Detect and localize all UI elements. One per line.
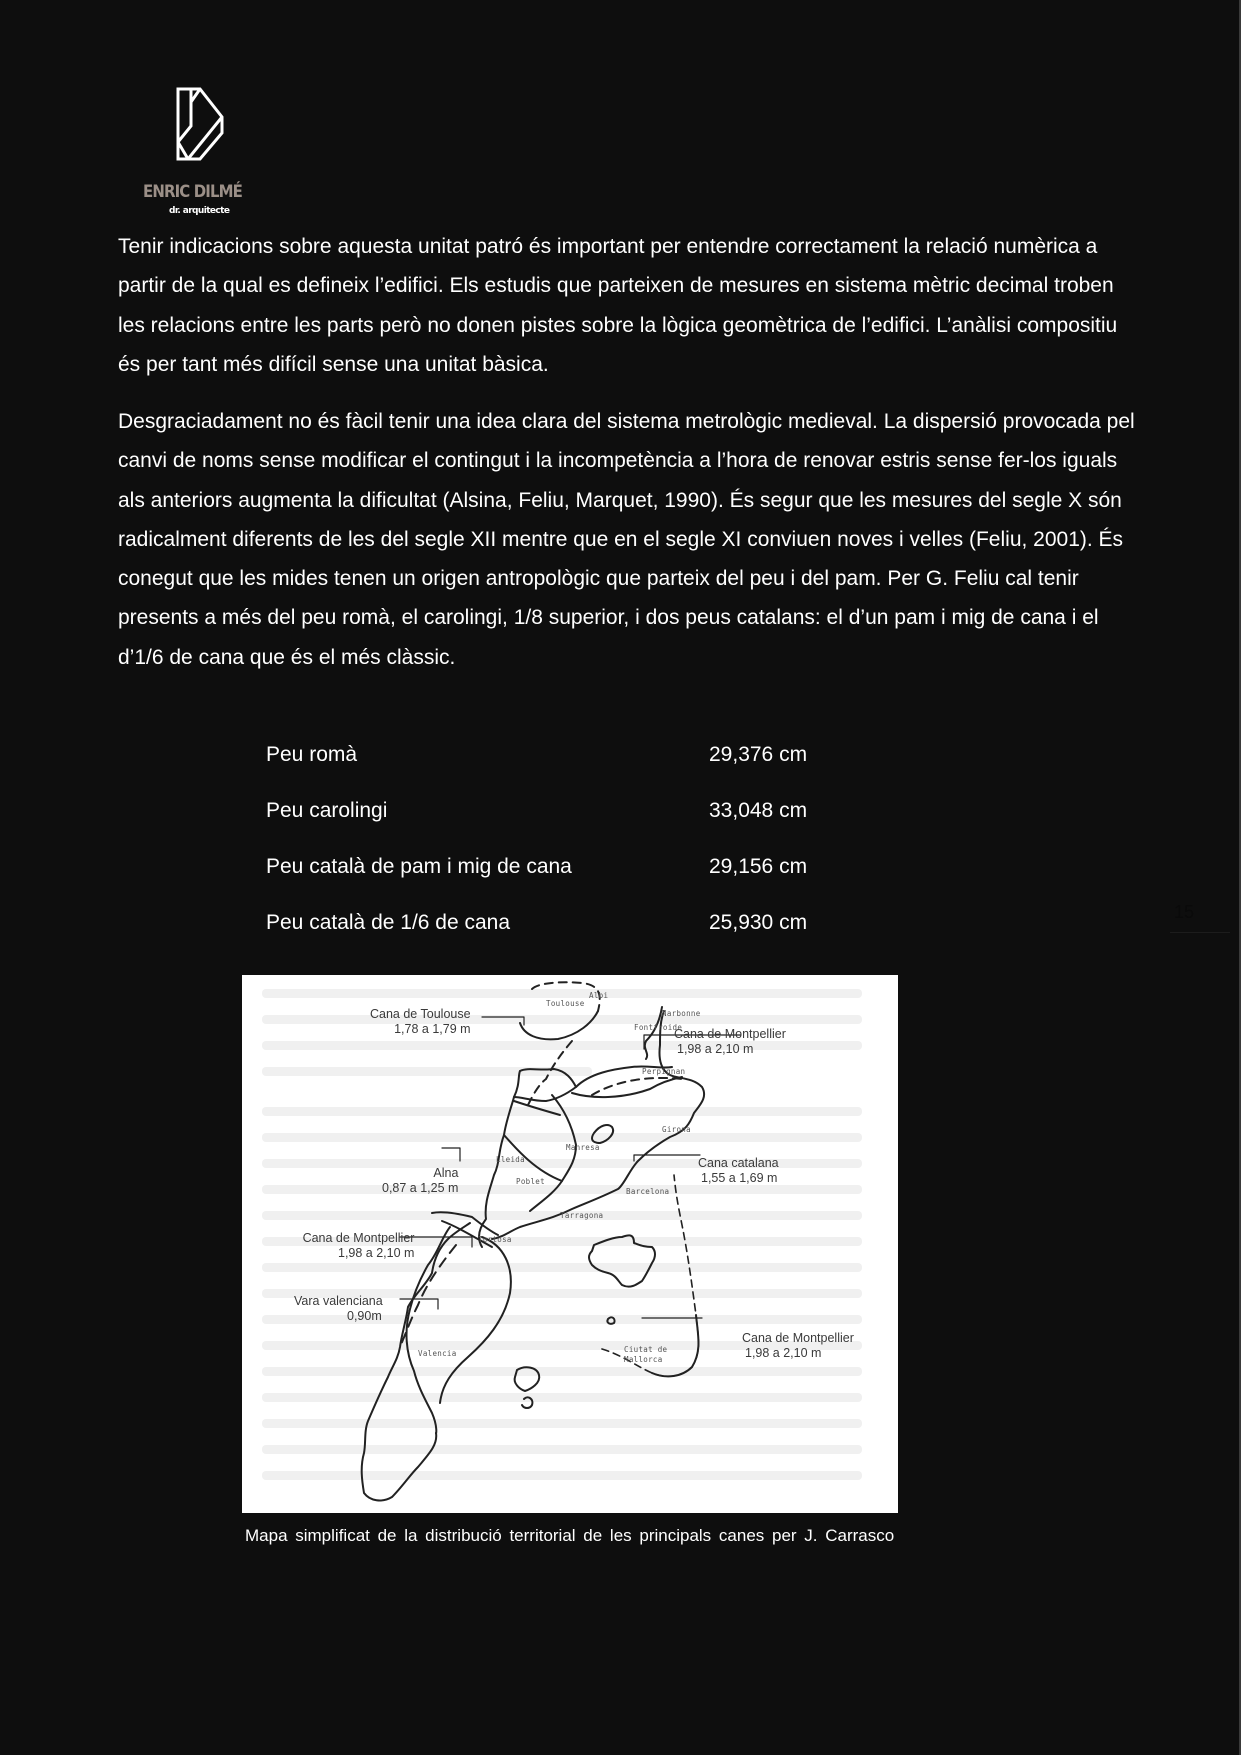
city-label: Girona [662,1125,691,1134]
body-paragraph: Tenir indicacions sobre aquesta unitat patró és important per entendre correctament la relació numèrica a partir de la qual es defineix l’edifici. Els estudis que parteixen de mesures en sistema mètric decimal troben les relacions entre les parts però no donen pistes sobre la lògica geomètrica de l’edifici. L’anàlisi compositiu és per tant més difícil sense una unitat bàsica. [118,235,1118,376]
cabrera-outline [607,1317,614,1323]
city-label: Manresa [566,1143,600,1152]
city-label: Perpignan [642,1067,686,1076]
city-label: Poblet [516,1177,545,1186]
body-paragraph: Desgraciadament no és fàcil tenir una idea clara del sistema metrològic medieval. La dispersió provocada pel canvi de noms sense modificar el contingut i la incompetència a l’hora de renovar estris sense fer-los iguals als anteriors augmenta la dificultat (Alsina, Feliu, Marquet, 1990). És segur que les mesures del segle X són radicalment diferents de les del segle XII mentre que en el segle XI conviuen noves i velles (Feliu, 2001). És conegut que les mides tenen un origen antropològic que parteix del peu i del pam. Per G. Feliu cal tenir presents a més del peu romà, el carolingi, 1/8 superior, i dos peus catalans: el d’un pam i mig de cana i el d’1/6 de cana que és el més clàssic. [118,410,1135,669]
logo [138,82,278,222]
toulouse-leader [482,1017,524,1025]
measure-row [266,847,866,903]
formentera-outline [522,1397,532,1408]
map-label-value: 0,87 a 1,25 m [382,1181,459,1195]
map-label-title: Cana de Montpellier [742,1331,854,1345]
map-label-value: 1,55 a 1,69 m [701,1171,778,1185]
map-label-title: Cana de Toulouse [370,1007,471,1021]
measure-name: Peu català de 1/6 de cana [266,911,511,934]
city-label: Narbonne [662,1009,701,1018]
logo-name: ENRIC DILMÉ [143,182,242,202]
city-label: Mallorca [624,1355,663,1364]
map-label-value: 0,90m [347,1309,382,1323]
ibiza-outline [515,1367,540,1391]
measure-row [266,735,866,791]
map-label-title: Vara valenciana [294,1294,383,1308]
toulouse-region-curve [520,1011,598,1039]
catalonia-west-border [514,1069,576,1101]
measures-table [266,735,866,959]
map-label-value: 1,98 a 2,10 m [677,1042,754,1056]
map-label-title: Cana catalana [698,1156,779,1170]
city-label: Toulouse [546,999,585,1008]
roussillon-line [572,1077,682,1097]
inner-border-2 [514,1101,560,1115]
map-label-value: 1,98 a 2,10 m [745,1346,822,1360]
measure-value: 29,156 cm [709,855,808,878]
map-caption: Mapa simplificat de la distribució territorial de les principals canes per J. Carrasco [245,1526,895,1545]
measure-row [266,791,866,847]
city-label: Ciutat de [624,1345,668,1354]
measure-name: Peu català de pam i mig de cana [266,855,572,878]
map-label-alna [382,1166,458,1196]
map-figure [242,975,898,1513]
measure-value: 25,930 cm [709,911,808,934]
alna-leader [442,1148,460,1161]
city-label: Lleida [496,1155,525,1164]
city-label: Albi [589,991,609,1000]
measure-name: Peu romà [266,743,358,766]
map-label-vara-valenciana [294,1294,383,1324]
map-label-title: Alna [433,1166,459,1180]
measure-value: 29,376 cm [709,743,808,766]
map-label-montpellier-north [674,1027,786,1057]
montpellier-circle [440,1237,511,1403]
map-label-value: 1,78 a 1,79 m [394,1022,471,1036]
city-label: Fontfroide [634,1023,683,1032]
city-label: Barcelona [626,1187,670,1196]
pyrenees-border [514,1071,520,1097]
map-label-title: Cana de Montpellier [674,1027,786,1041]
valencia-coast [362,1223,470,1500]
measure-value: 33,048 cm [709,799,808,822]
map-label-montpellier-east [742,1331,854,1361]
logo-mark-icon [174,86,226,162]
city-label: Tortosa [478,1235,512,1244]
mallorca-outline [589,1235,655,1286]
map-label-cana-catalana [698,1156,779,1186]
page-number-rule [1170,932,1230,933]
map-label-toulouse [370,1007,471,1037]
map-label-montpellier-west [300,1231,414,1261]
measure-row [266,903,866,959]
girona-lake [592,1125,613,1143]
logo-subtitle: dr. arquitecte [169,206,230,216]
city-label: Tarragona [560,1211,604,1220]
city-label: Valencia [418,1349,457,1358]
map-label-title: Cana de Montpellier [302,1231,415,1245]
measure-name: Peu carolingi [266,799,388,822]
map-label-value: 1,98 a 2,10 m [338,1246,415,1260]
page-number: 15 [1174,902,1195,922]
aragon-border [479,1097,514,1247]
